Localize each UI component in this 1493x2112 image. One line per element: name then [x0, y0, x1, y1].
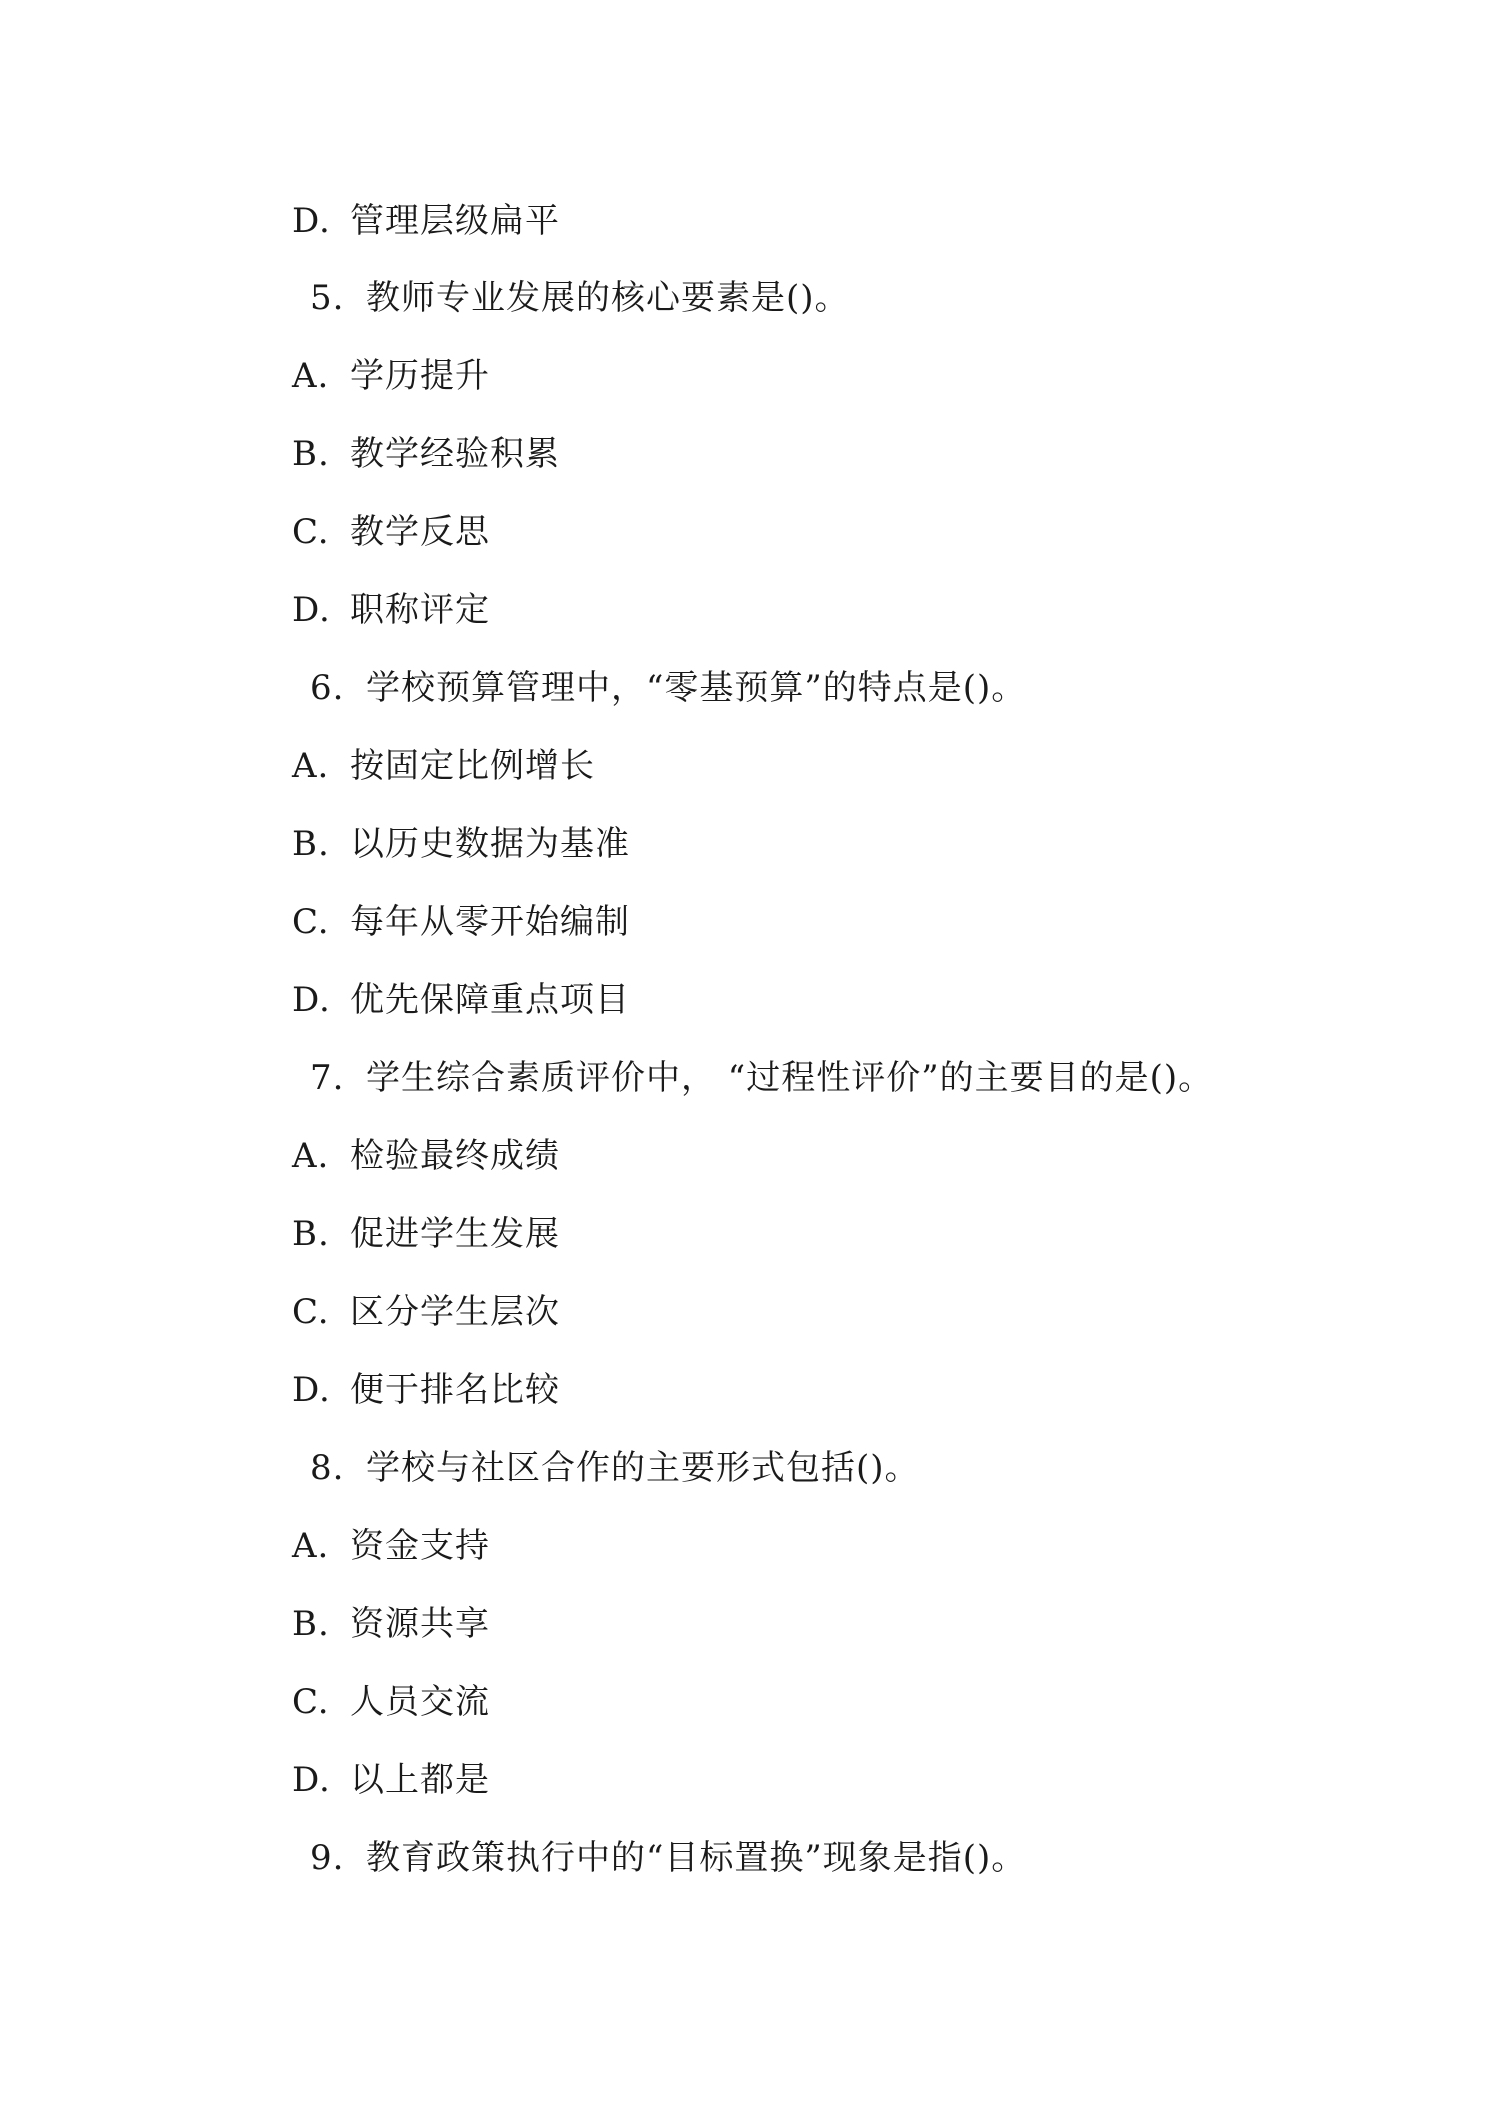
option-line — [292, 507, 490, 557]
option-line — [292, 351, 490, 401]
question-number: 8. — [310, 1448, 345, 1488]
option-text: 资源共享 — [350, 1604, 490, 1644]
question-text: 学校预算管理中，“零基预算”的特点是()。 — [366, 668, 1027, 708]
question-number: 6. — [310, 668, 345, 708]
question-number: 5. — [310, 278, 345, 318]
option-line — [292, 1365, 560, 1415]
option-letter: A. — [292, 1136, 330, 1176]
option-text: 以历史数据为基准 — [350, 824, 630, 864]
option-letter: A. — [292, 746, 330, 786]
option-text: 每年从零开始编制 — [350, 902, 630, 942]
question-text: 学生综合素质评价中， “过程性评价”的主要目的是()。 — [366, 1058, 1214, 1098]
option-text: 教学经验积累 — [350, 434, 560, 474]
option-text: 学历提升 — [350, 356, 490, 396]
option-text: 检验最终成绩 — [350, 1136, 560, 1176]
question-line — [310, 273, 850, 323]
option-letter: D. — [292, 980, 331, 1020]
option-letter: D. — [292, 590, 331, 630]
option-line — [292, 1131, 560, 1181]
question-number: 9. — [310, 1838, 345, 1878]
option-letter: A. — [292, 1526, 330, 1566]
option-letter: B. — [292, 824, 330, 864]
option-text: 管理层级扁平 — [350, 201, 560, 241]
option-letter: C. — [292, 1292, 330, 1332]
question-line — [310, 1833, 1026, 1883]
option-text: 促进学生发展 — [350, 1214, 560, 1254]
option-letter: C. — [292, 512, 330, 552]
option-text: 按固定比例增长 — [350, 746, 595, 786]
option-line — [292, 196, 560, 246]
option-text: 教学反思 — [350, 512, 490, 552]
option-letter: D. — [292, 1760, 331, 1800]
option-text: 人员交流 — [350, 1682, 490, 1722]
option-line — [292, 1677, 490, 1727]
option-line — [292, 741, 595, 791]
option-line — [292, 1755, 490, 1805]
question-number: 7. — [310, 1058, 345, 1098]
option-line — [292, 429, 560, 479]
option-line — [292, 585, 490, 635]
option-letter: B. — [292, 1214, 330, 1254]
option-line — [292, 897, 630, 947]
option-text: 优先保障重点项目 — [350, 980, 630, 1020]
question-text: 学校与社区合作的主要形式包括()。 — [366, 1448, 920, 1488]
option-text: 区分学生层次 — [350, 1292, 560, 1332]
option-line — [292, 975, 630, 1025]
question-line — [310, 1443, 920, 1493]
option-text: 资金支持 — [350, 1526, 490, 1566]
option-line — [292, 1599, 490, 1649]
option-line — [292, 819, 630, 869]
question-line — [310, 1053, 1213, 1103]
option-letter: D. — [292, 1370, 331, 1410]
question-text: 教育政策执行中的“目标置换”现象是指()。 — [366, 1838, 1027, 1878]
option-letter: D. — [292, 201, 331, 241]
option-text: 以上都是 — [350, 1760, 490, 1800]
option-letter: C. — [292, 902, 330, 942]
option-letter: B. — [292, 1604, 330, 1644]
option-letter: A. — [292, 356, 330, 396]
question-text: 教师专业发展的核心要素是()。 — [366, 278, 850, 318]
question-line — [310, 663, 1026, 713]
option-line — [292, 1209, 560, 1259]
option-letter: C. — [292, 1682, 330, 1722]
option-letter: B. — [292, 434, 330, 474]
option-text: 便于排名比较 — [350, 1370, 560, 1410]
option-line — [292, 1521, 490, 1571]
option-line — [292, 1287, 560, 1337]
option-text: 职称评定 — [350, 590, 490, 630]
